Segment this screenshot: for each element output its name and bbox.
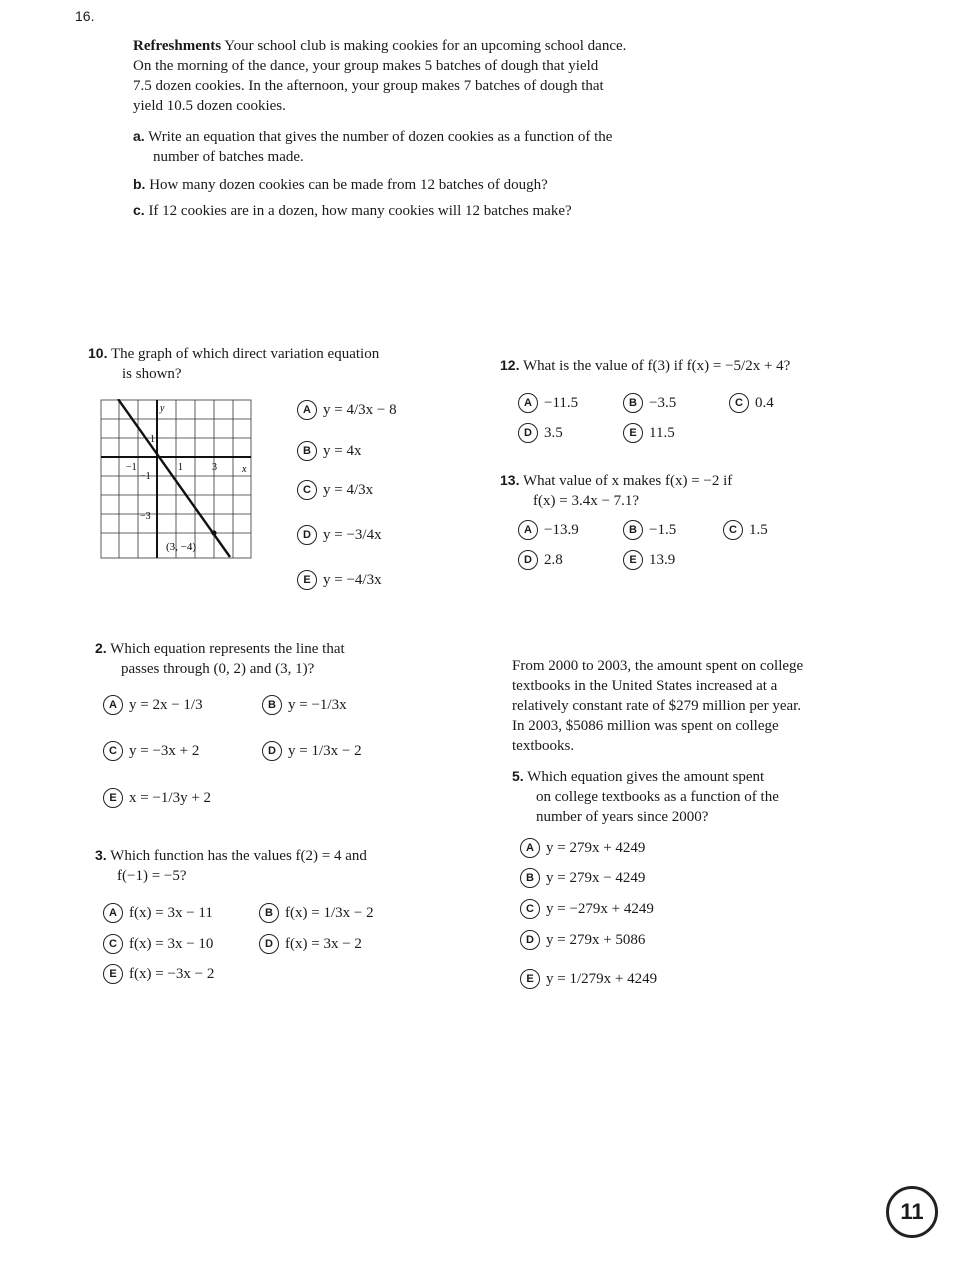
question-13-choice-b[interactable] <box>623 520 676 540</box>
choice-bubble: D <box>262 741 282 761</box>
question-10-choice-b[interactable] <box>297 441 361 461</box>
question-13-line-2: f(x) = 3.4x − 7.1? <box>533 493 640 509</box>
refreshments-line-2: On the morning of the dance, your group makes 5 batches of dough that yield <box>133 58 599 74</box>
page-number-badge <box>886 1186 938 1238</box>
refreshments-line-3: 7.5 dozen cookies. In the afternoon, your group makes 7 batches of dough that <box>133 78 604 94</box>
question-12 <box>500 355 860 376</box>
question-5-choice-e[interactable] <box>520 969 657 989</box>
choice-bubble: C <box>520 899 540 919</box>
x-axis-label: x <box>242 464 247 475</box>
choice-text: y = −3x + 2 <box>129 742 200 759</box>
choice-text: 13.9 <box>649 551 676 568</box>
question-5-line-2: on college textbooks as a function of the <box>536 789 779 805</box>
tick-label-x-neg1: −1 <box>126 462 137 473</box>
page-number: 11 <box>900 1199 924 1224</box>
choice-text: −3.5 <box>649 394 677 411</box>
choice-text: 1.5 <box>749 521 768 538</box>
choice-bubble: A <box>520 838 540 858</box>
question-5-line-1: Which equation gives the amount spent <box>527 769 765 785</box>
choice-bubble: B <box>623 393 643 413</box>
refreshments-part-b <box>133 174 548 195</box>
question-3-line-2: f(−1) = −5? <box>117 868 187 884</box>
choice-bubble: D <box>518 550 538 570</box>
question-2-choice-e[interactable] <box>103 788 211 808</box>
choice-bubble: A <box>297 400 317 420</box>
question-5-line-3: number of years since 2000? <box>536 809 709 825</box>
choice-text: y = 279x + 5086 <box>546 931 646 948</box>
question-12-choice-c[interactable] <box>729 393 774 413</box>
question-2-number: 2. <box>95 640 107 656</box>
question-3 <box>95 845 435 886</box>
question-10-number: 10. <box>88 345 108 361</box>
choice-bubble: B <box>259 903 279 923</box>
part-c-letter: c. <box>133 202 145 218</box>
question-12-choice-b[interactable] <box>623 393 676 413</box>
choice-text: f(x) = 1/3x − 2 <box>285 904 374 921</box>
choice-bubble: C <box>297 480 317 500</box>
choice-bubble: B <box>520 868 540 888</box>
tick-label-x-3: 3 <box>212 462 217 473</box>
part-b-text: How many dozen cookies can be made from 12 batches of dough? <box>149 177 548 193</box>
tick-label-x-1: 1 <box>178 462 183 473</box>
choice-bubble: C <box>103 741 123 761</box>
question-13-choice-a[interactable] <box>518 520 579 540</box>
question-2-choice-d[interactable] <box>262 741 362 761</box>
question-2-line-2: passes through (0, 2) and (3, 1)? <box>121 661 315 677</box>
question-10-choice-e[interactable] <box>297 570 382 590</box>
question-10-choice-a[interactable] <box>297 400 397 420</box>
refreshments-part-a <box>133 126 693 167</box>
question-13-number: 13. <box>500 472 520 488</box>
question-5 <box>512 766 852 827</box>
part-a-letter: a. <box>133 128 145 144</box>
part-a-line-2: number of batches made. <box>153 149 304 165</box>
question-12-number: 12. <box>500 357 520 373</box>
refreshments-line-4: yield 10.5 dozen cookies. <box>133 98 286 114</box>
choice-text: y = 1/3x − 2 <box>288 742 362 759</box>
choice-text: y = −279x + 4249 <box>546 900 654 917</box>
question-3-line-1: Which function has the values f(2) = 4 and <box>110 848 367 864</box>
question-12-text: What is the value of f(3) if f(x) = −5/2x + 4? <box>522 358 791 374</box>
choice-bubble: A <box>103 695 123 715</box>
refreshments-intro: Your school club is making cookies for an upcoming school dance. <box>224 38 627 54</box>
question-3-choice-c[interactable] <box>103 934 213 954</box>
question-13-choice-d[interactable] <box>518 550 563 570</box>
choice-text: f(x) = 3x − 11 <box>129 904 213 921</box>
question-3-number: 3. <box>95 847 107 863</box>
tick-label-y-1: 1 <box>150 434 155 445</box>
question-2-line-1: Which equation represents the line that <box>110 641 345 657</box>
tick-label-y-neg1: −1 <box>140 471 151 482</box>
choice-bubble: E <box>103 788 123 808</box>
question-3-choice-e[interactable] <box>103 964 214 984</box>
y-axis-label: y <box>160 403 165 414</box>
choice-text: f(x) = −3x − 2 <box>129 965 215 982</box>
choice-text: −1.5 <box>649 521 677 538</box>
choice-text: y = −4/3x <box>323 571 382 588</box>
graph-point <box>211 530 216 535</box>
choice-text: 0.4 <box>755 394 774 411</box>
question-5-choice-d[interactable] <box>520 930 645 950</box>
question-2-choice-a[interactable] <box>103 695 203 715</box>
choice-text: 3.5 <box>544 424 563 441</box>
choice-text: y = 279x + 4249 <box>546 839 646 856</box>
question-10-graph <box>100 399 252 559</box>
choice-text: y = 4/3x <box>323 481 374 498</box>
choice-bubble: D <box>520 930 540 950</box>
textbooks-line-1: From 2000 to 2003, the amount spent on college <box>512 658 804 674</box>
question-12-choice-e[interactable] <box>623 423 675 443</box>
choice-bubble: E <box>520 969 540 989</box>
part-b-letter: b. <box>133 176 146 192</box>
choice-bubble: A <box>518 393 538 413</box>
choice-bubble: E <box>103 964 123 984</box>
choice-bubble: C <box>723 520 743 540</box>
choice-text: y = 2x − 1/3 <box>129 696 203 713</box>
choice-text: y = 4/3x − 8 <box>323 401 397 418</box>
choice-text: x = −1/3y + 2 <box>129 789 212 806</box>
question-10 <box>88 343 428 384</box>
textbooks-line-2: textbooks in the United States increased at a <box>512 678 778 694</box>
question-10-line-2: is shown? <box>122 366 182 382</box>
choice-bubble: C <box>103 934 123 954</box>
choice-bubble: E <box>297 570 317 590</box>
page-label: 16. <box>75 8 95 24</box>
choice-text: y = −1/3x <box>288 696 347 713</box>
choice-text: y = 4x <box>323 442 362 459</box>
question-13-choice-e[interactable] <box>623 550 675 570</box>
choice-text: f(x) = 3x − 2 <box>285 935 362 952</box>
question-5-number: 5. <box>512 768 524 784</box>
question-10-line-1: The graph of which direct variation equation <box>110 346 380 362</box>
textbooks-line-4: In 2003, $5086 million was spent on college <box>512 718 779 734</box>
refreshments-title: Refreshments <box>133 38 222 54</box>
choice-text: 2.8 <box>544 551 563 568</box>
question-5-choice-b[interactable] <box>520 868 645 888</box>
part-a-line-1: Write an equation that gives the number of dozen cookies as a function of the <box>148 129 613 145</box>
choice-text: y = 1/279x + 4249 <box>546 970 658 987</box>
question-10-choice-c[interactable] <box>297 480 373 500</box>
question-3-choice-b[interactable] <box>259 903 374 923</box>
question-3-choice-d[interactable] <box>259 934 362 954</box>
choice-text: 11.5 <box>649 424 675 441</box>
refreshments-problem <box>133 36 693 116</box>
choice-bubble: E <box>623 550 643 570</box>
choice-text: f(x) = 3x − 10 <box>129 935 214 952</box>
choice-bubble: C <box>729 393 749 413</box>
question-10-choice-d[interactable] <box>297 525 382 545</box>
tick-label-y-neg3: −3 <box>140 511 151 522</box>
point-label: (3, −4) <box>166 541 197 553</box>
question-13-line-1: What value of x makes f(x) = −2 if <box>522 473 733 489</box>
question-12-choice-a[interactable] <box>518 393 578 413</box>
choice-bubble: B <box>262 695 282 715</box>
question-2 <box>95 638 435 679</box>
question-5-choice-a[interactable] <box>520 838 645 858</box>
question-3-choice-a[interactable] <box>103 903 213 923</box>
choice-bubble: D <box>259 934 279 954</box>
textbooks-line-3: relatively constant rate of $279 million per year. <box>512 698 802 714</box>
choice-bubble: B <box>297 441 317 461</box>
textbooks-passage <box>512 656 852 756</box>
textbooks-line-5: textbooks. <box>512 738 575 754</box>
choice-bubble: A <box>103 903 123 923</box>
choice-bubble: D <box>297 525 317 545</box>
question-2-choice-b[interactable] <box>262 695 347 715</box>
question-5-choice-c[interactable] <box>520 899 654 919</box>
choice-text: y = −3/4x <box>323 526 382 543</box>
choice-text: y = 279x − 4249 <box>546 869 646 886</box>
question-13 <box>500 470 860 511</box>
choice-bubble: E <box>623 423 643 443</box>
refreshments-part-c <box>133 200 572 221</box>
question-2-choice-c[interactable] <box>103 741 199 761</box>
question-12-choice-d[interactable] <box>518 423 563 443</box>
refreshments-line-1 <box>133 36 693 56</box>
choice-text: −13.9 <box>544 521 579 538</box>
choice-bubble: D <box>518 423 538 443</box>
question-13-choice-c[interactable] <box>723 520 768 540</box>
part-c-text: If 12 cookies are in a dozen, how many cookies will 12 batches make? <box>148 203 572 219</box>
choice-bubble: B <box>623 520 643 540</box>
choice-text: −11.5 <box>544 394 579 411</box>
choice-bubble: A <box>518 520 538 540</box>
